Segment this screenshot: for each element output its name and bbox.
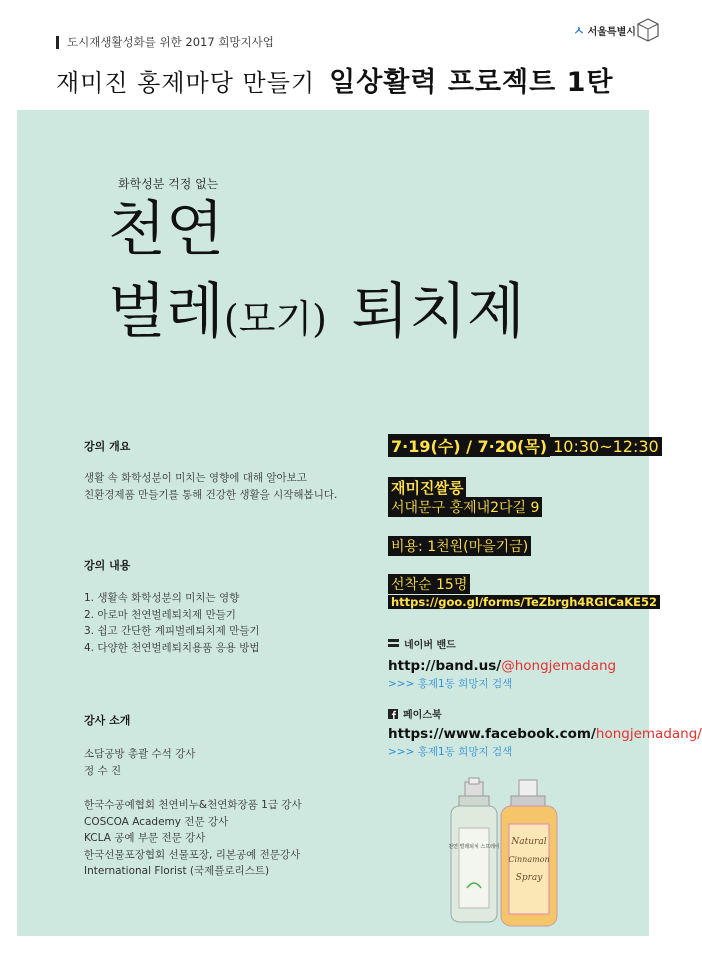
- hero-word-repellent: 퇴치제: [351, 277, 525, 347]
- overview-text: [84, 470, 337, 503]
- instructor-career: [84, 797, 302, 880]
- instructor-role: 소담공방 총괄 수석 강사: [84, 748, 196, 760]
- capacity-text: 선착순 15명: [388, 574, 470, 594]
- career-item: 한국선물포장협회 선물포장, 리본공예 전문강사: [84, 848, 301, 861]
- career-item: KCLA 공예 부문 전문 강사: [84, 832, 206, 844]
- content-list: [84, 590, 260, 656]
- career-item: COSCOA Academy 전문 강사: [84, 815, 229, 828]
- capacity: [388, 574, 470, 594]
- title-right: 일상활력 프로젝트 1탄: [329, 67, 614, 98]
- band-block: [388, 636, 616, 691]
- band-title-text: 네이버 밴드: [404, 640, 456, 651]
- overview-title: 강의 개요: [84, 440, 131, 453]
- facebook-title-text: 페이스북: [403, 710, 442, 721]
- event-date-value: 7·19(수) / 7·20(목): [388, 434, 550, 457]
- list-item: 2. 아로마 천연벌레퇴치제 만들기: [84, 608, 236, 621]
- left-bottle-label: 천연 벌레퇴치 스프레이: [448, 844, 500, 850]
- facebook-block: [388, 706, 702, 759]
- fee-text: 비용: 1천원(마을기금): [388, 536, 531, 556]
- event-date: [388, 434, 662, 457]
- venue-name: 재미진쌀롱: [388, 477, 466, 498]
- band-url[interactable]: [388, 658, 616, 674]
- form-url-link[interactable]: https://goo.gl/forms/TeZbrgh4RGICaKE52: [388, 595, 660, 609]
- product-bottles-image: [445, 778, 565, 928]
- right-bottle-label-2: Cinnamon: [508, 855, 550, 864]
- right-bottle-label-1: Natural: [511, 837, 547, 847]
- overview-line: 생활 속 화학성분이 미치는 영향에 대해 알아보고: [84, 472, 307, 484]
- address-text: 서대문구 홍제내2다길 9: [388, 497, 542, 517]
- cube-logo-icon: [636, 17, 660, 43]
- facebook-icon: [388, 709, 398, 719]
- page-title: [56, 60, 613, 99]
- hero-subtitle: 화학성분 걱정 없는: [118, 177, 219, 191]
- address: [388, 497, 542, 517]
- header-subtitle: [56, 34, 274, 50]
- list-item: 3. 쉽고 간단한 계피벌레퇴치제 만들기: [84, 625, 260, 637]
- hero-word-mosquito: (모기): [223, 297, 327, 341]
- overview-line: 친환경제품 만들기를 통해 건강한 생활을 시작해봅니다.: [84, 488, 338, 501]
- instructor-info: [84, 746, 195, 779]
- form-url[interactable]: [388, 595, 660, 609]
- instructor-title: 강사 소개: [84, 714, 131, 727]
- hero-title-line2: [108, 272, 525, 359]
- facebook-search-hint: >>> 홍제1동 희망지 검색: [388, 746, 513, 758]
- event-time: 10:30~12:30: [550, 437, 662, 456]
- instructor-name: 정 수 진: [84, 764, 122, 777]
- subtitle-bar: [56, 36, 59, 49]
- list-item: 1. 생활속 화학성분의 미치는 영향: [84, 592, 240, 604]
- facebook-url-prefix: https://www.facebook.com/: [388, 726, 596, 742]
- band-title: [388, 636, 616, 651]
- seoul-logo: [573, 22, 636, 39]
- facebook-title: [388, 706, 702, 721]
- facebook-url[interactable]: [388, 726, 702, 742]
- hero-word-bug: 벌레: [108, 277, 224, 347]
- seoul-logo-icon: ㅅ: [573, 24, 585, 38]
- hero-title-line1: 천연: [108, 195, 224, 265]
- list-item: 4. 다양한 천연벌레퇴치용품 응용 방법: [84, 641, 260, 654]
- header-subtitle-text: 도시재생활성화를 위한 2017 희망지사업: [67, 35, 274, 49]
- venue: [388, 477, 466, 498]
- right-bottle-label-3: Spray: [515, 873, 543, 883]
- content-title: 강의 내용: [84, 559, 131, 572]
- band-url-prefix: http://band.us/: [388, 658, 502, 674]
- seoul-logo-text: 서울특별시: [587, 27, 636, 38]
- fee: [388, 536, 531, 556]
- title-left: 재미진 홍제마당 만들기: [56, 69, 316, 97]
- career-item: International Florist (국제플로리스트): [84, 865, 270, 877]
- career-item: 한국수공예협회 천연비누&천연화장품 1급 강사: [84, 799, 302, 811]
- band-icon: [388, 639, 399, 648]
- band-search-hint: >>> 홍제1동 희망지 검색: [388, 678, 513, 690]
- facebook-url-handle: hongjemadang/: [595, 726, 702, 742]
- band-url-handle: @hongjemadang: [501, 658, 617, 674]
